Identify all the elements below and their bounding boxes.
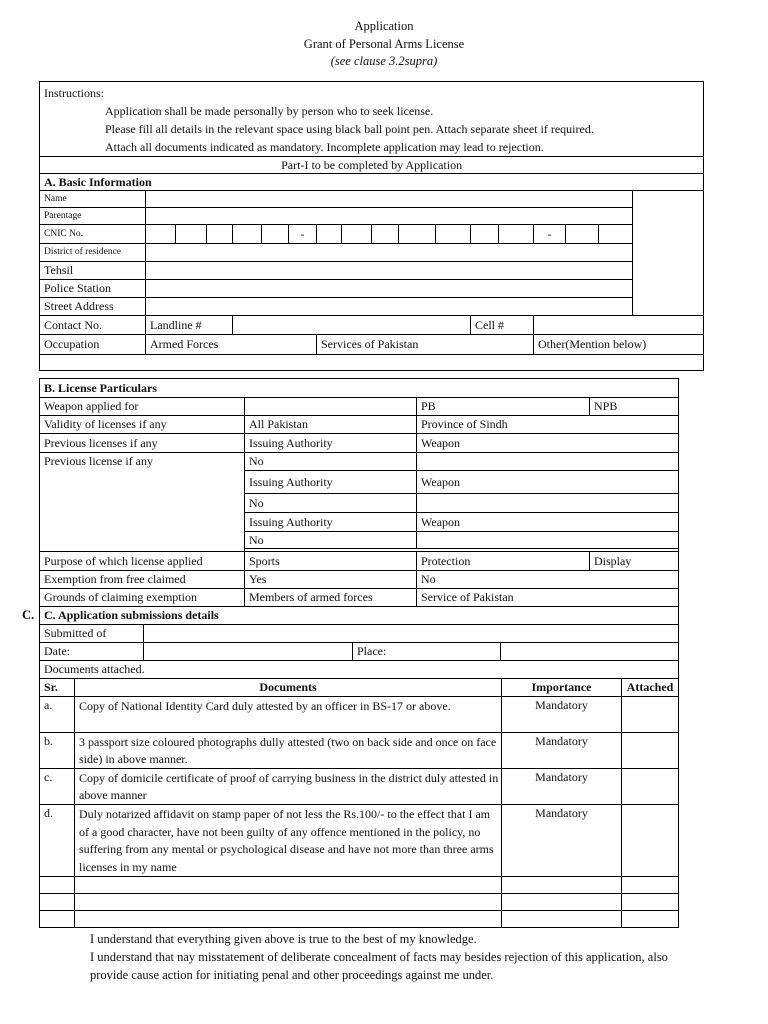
empty-cell[interactable] (40, 894, 75, 911)
submitted-of-field[interactable] (144, 625, 679, 643)
district-label: District of residence (40, 244, 146, 262)
instruction-line: Application shall be made personally by person who to seek license. (105, 104, 434, 118)
license-no-field[interactable] (417, 532, 679, 549)
occupation-other[interactable]: Other(Mention below) (534, 335, 704, 355)
occupation-armed-forces[interactable]: Armed Forces (146, 335, 317, 355)
cnic-digit-box[interactable] (342, 225, 372, 244)
doc-attached-cell[interactable] (622, 769, 679, 805)
police-station-field[interactable] (146, 280, 633, 298)
sr-header: Sr. (40, 679, 75, 697)
cnic-digit-box[interactable] (471, 225, 499, 244)
empty-cell[interactable] (75, 894, 502, 911)
doc-attached-cell[interactable] (622, 733, 679, 769)
doc-text: 3 passport size coloured photographs dully attested (two on back side and once on face side) in above manner. (75, 733, 502, 769)
section-c-outer-label: C. (22, 608, 35, 622)
doc-importance: Mandatory (502, 805, 622, 877)
documents-header: Documents (75, 679, 502, 697)
exemption-yes[interactable]: Yes (245, 571, 417, 589)
validity-label: Validity of licenses if any (40, 416, 245, 434)
occupation-services[interactable]: Services of Pakistan (317, 335, 534, 355)
cnic-label: CNIC No. (40, 225, 146, 244)
date-label: Date: (40, 643, 144, 661)
instructions-cell (40, 82, 704, 157)
doc-attached-cell[interactable] (622, 697, 679, 733)
police-station-label: Police Station (40, 280, 146, 298)
doc-importance: Mandatory (502, 697, 622, 733)
prev-license-label: Previous license if any (40, 453, 245, 552)
declaration-line-1: I understand that everything given above is true to the best of my knowledge. (90, 932, 477, 946)
cnic-digit-box[interactable] (233, 225, 262, 244)
attached-header: Attached (622, 679, 679, 697)
purpose-label: Purpose of which license applied (40, 552, 245, 571)
grounds-label: Grounds of claiming exemption (40, 589, 245, 607)
doc-sr: d. (40, 805, 75, 877)
validity-all-pakistan[interactable]: All Pakistan (245, 416, 417, 434)
submission-table (39, 606, 679, 679)
documents-attached-label: Documents attached. (40, 661, 679, 679)
doc-importance: Mandatory (502, 769, 622, 805)
cnic-digit-box[interactable] (436, 225, 471, 244)
empty-cell[interactable] (40, 877, 75, 894)
empty-cell[interactable] (75, 877, 502, 894)
section-c-heading: C. Application submissions details (40, 607, 679, 625)
declaration-line-2: I understand that nay misstatement of deliberate concealment of facts may besides rejection of this application, also provide cause action for initiating penal and other proceedings against me under. (90, 950, 668, 982)
district-field[interactable] (146, 244, 633, 262)
grounds-members[interactable]: Members of armed forces (245, 589, 417, 607)
issuing-authority-label: Issuing Authority (245, 471, 417, 494)
weapon-label: Weapon (417, 513, 679, 532)
cell-label: Cell # (471, 316, 534, 335)
instructions-label: Instructions: (44, 86, 104, 100)
form-clause: (see clause 3.2supra) (330, 54, 438, 68)
place-field[interactable] (501, 643, 679, 661)
name-field[interactable] (146, 191, 633, 208)
validity-province[interactable]: Province of Sindh (417, 416, 679, 434)
parentage-label: Parentage (40, 208, 146, 225)
parentage-field[interactable] (146, 208, 633, 225)
submitted-of-label: Submitted of (40, 625, 144, 643)
empty-cell[interactable] (622, 894, 679, 911)
cnic-digit-box[interactable] (146, 225, 176, 244)
purpose-display[interactable]: Display (590, 552, 679, 571)
cnic-digit-box[interactable] (317, 225, 342, 244)
cnic-digit-box[interactable] (176, 225, 207, 244)
doc-text: Copy of National Identity Card duly attested by an officer in BS-17 or above. (75, 697, 502, 733)
part-heading: Part-I to be completed by Application (40, 157, 704, 174)
doc-importance: Mandatory (502, 733, 622, 769)
section-a-heading: A. Basic Information (40, 174, 704, 191)
occupation-label: Occupation (40, 335, 146, 355)
cell-field[interactable] (534, 316, 704, 335)
exemption-no[interactable]: No (417, 571, 679, 589)
tehsil-field[interactable] (146, 262, 633, 280)
empty-cell[interactable] (622, 911, 679, 928)
doc-attached-cell[interactable] (622, 805, 679, 877)
empty-cell[interactable] (502, 911, 622, 928)
place-label: Place: (353, 643, 501, 661)
date-field[interactable] (144, 643, 353, 661)
empty-cell[interactable] (622, 877, 679, 894)
doc-text: Copy of domicile certificate of proof of carrying business in the district duly attested in above manner (75, 769, 502, 805)
license-table (39, 378, 679, 607)
landline-label: Landline # (146, 316, 233, 335)
license-no-label: No (245, 532, 417, 549)
license-no-field[interactable] (417, 494, 679, 513)
empty-cell[interactable] (502, 894, 622, 911)
street-address-label: Street Address (40, 298, 146, 316)
cnic-digit-box[interactable] (372, 225, 399, 244)
doc-sr: b. (40, 733, 75, 769)
cnic-digit-box[interactable] (207, 225, 233, 244)
cnic-dash: - (534, 225, 566, 244)
cnic-dash: - (289, 225, 317, 244)
importance-header: Importance (502, 679, 622, 697)
cnic-digit-box[interactable] (262, 225, 289, 244)
license-no-label: No (245, 453, 417, 471)
doc-sr: c. (40, 769, 75, 805)
cnic-digit-box[interactable] (566, 225, 599, 244)
weapon-applied-label: Weapon applied for (40, 398, 245, 416)
license-no-field[interactable] (417, 453, 679, 471)
form-subtitle: Grant of Personal Arms License (303, 37, 465, 51)
issuing-authority-label: Issuing Authority (245, 513, 417, 532)
purpose-protection[interactable]: Protection (417, 552, 590, 571)
license-no-label: No (245, 494, 417, 513)
empty-cell[interactable] (502, 877, 622, 894)
tehsil-label: Tehsil (40, 262, 146, 280)
doc-sr: a. (40, 697, 75, 733)
empty-cell[interactable] (40, 911, 75, 928)
cnic-digit-box[interactable] (499, 225, 534, 244)
contact-label: Contact No. (40, 316, 146, 335)
instruction-line: Please fill all details in the relevant space using black ball point pen. Attach separate sheet if required. (105, 122, 594, 136)
name-label: Name (40, 191, 146, 208)
cnic-spacer (599, 225, 633, 244)
doc-text: Duly notarized affidavit on stamp paper of not less the Rs.100/- to the effect that I am of a good character, have not been guilty of any offence mentioned in the policy, no suffering from any mental or psychological disease and have not more than three arms licenses in my name (75, 805, 502, 877)
weapon-label: Weapon (417, 471, 679, 494)
documents-table (39, 678, 679, 928)
purpose-sports[interactable]: Sports (245, 552, 417, 571)
basic-info-table (39, 81, 704, 371)
instruction-line: Attach all documents indicated as mandatory. Incomplete application may lead to rejection. (105, 140, 544, 154)
empty-cell[interactable] (75, 911, 502, 928)
issuing-authority-label: Issuing Authority (245, 434, 417, 453)
street-address-field[interactable] (146, 298, 633, 316)
pb-option[interactable]: PB (417, 398, 590, 416)
prev-licenses-label: Previous licenses if any (40, 434, 245, 453)
weapon-applied-field[interactable] (245, 398, 417, 416)
occupation-other-field[interactable] (40, 355, 704, 371)
weapon-label: Weapon (417, 434, 679, 453)
landline-field[interactable] (233, 316, 471, 335)
photo-box (633, 191, 704, 316)
npb-option[interactable]: NPB (590, 398, 679, 416)
exemption-label: Exemption from free claimed (40, 571, 245, 589)
cnic-digit-box[interactable] (399, 225, 436, 244)
section-b-heading: B. License Particulars (40, 379, 679, 398)
form-title: Application (354, 19, 414, 33)
grounds-service[interactable]: Service of Pakistan (417, 589, 679, 607)
